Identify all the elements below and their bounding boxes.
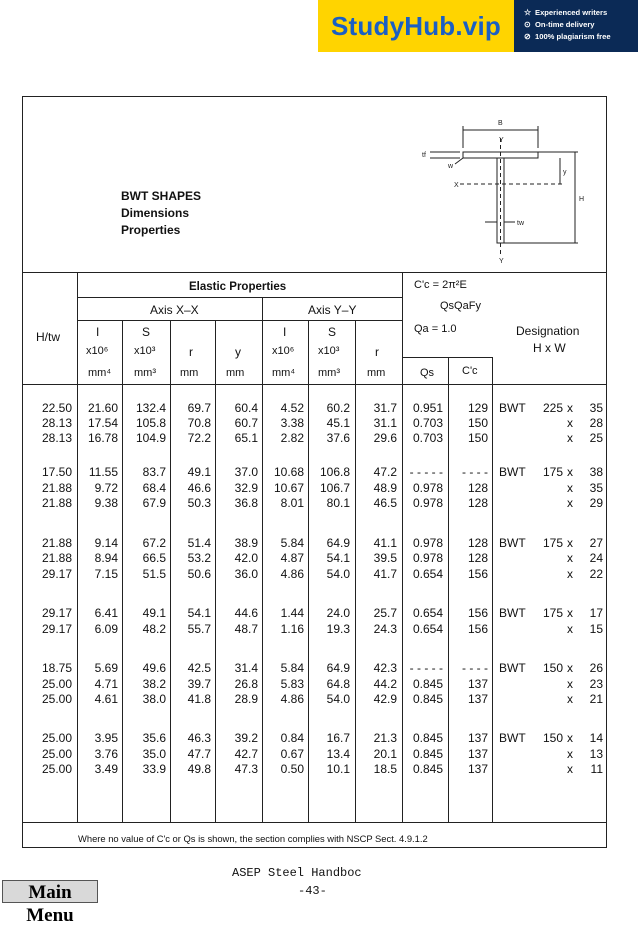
- cell-y: 65.1: [234, 431, 258, 445]
- cell-sx: 51.5: [142, 567, 166, 581]
- cell-sx: 83.7: [142, 465, 166, 479]
- cell-designation-x: x: [567, 731, 573, 745]
- cell-h-tw: 29.17: [41, 567, 72, 581]
- cell-ry: 48.9: [373, 481, 397, 495]
- iy-unit2: mm⁴: [272, 367, 296, 379]
- cell-sy: 60.2: [326, 401, 350, 415]
- col-rule: [215, 320, 216, 822]
- sx-unit2: mm³: [134, 367, 156, 379]
- cell-sx: 49.1: [142, 606, 166, 620]
- cell-ix: 3.95: [94, 731, 118, 745]
- cell-y: 60.7: [234, 416, 258, 430]
- cell-qs: 0.978: [412, 536, 443, 550]
- cell-sx: 67.9: [142, 496, 166, 510]
- cell-h-tw: 21.88: [41, 481, 72, 495]
- diagram-label-h: H: [579, 196, 585, 203]
- cell-cc: 129: [467, 401, 488, 415]
- cell-cc: 137: [467, 677, 488, 691]
- diagram-label-w: w: [448, 163, 454, 170]
- cell-rx: 70.8: [187, 416, 211, 430]
- cell-h-tw: 29.17: [41, 622, 72, 636]
- ry-header: r: [375, 345, 379, 359]
- cell-h-tw: 25.00: [41, 747, 72, 761]
- cell-designation-x: x: [567, 496, 573, 510]
- cell-designation-prefix: BWT: [499, 401, 526, 415]
- cell-rx: 53.2: [187, 551, 211, 565]
- cell-rx: 49.8: [187, 762, 211, 776]
- sy-header: S: [328, 325, 337, 339]
- cell-rx: 69.7: [187, 401, 211, 415]
- cell-sy: 64.9: [326, 661, 350, 675]
- cell-ry: 31.7: [373, 401, 397, 415]
- cell-designation-w: 25: [589, 431, 603, 445]
- cell-qs: 0.703: [412, 416, 443, 430]
- sy-unit2: mm³: [318, 367, 340, 379]
- diagram-label-y-top: Y: [499, 137, 504, 144]
- cell-ry: 42.9: [373, 692, 397, 706]
- cell-cc: 137: [467, 692, 488, 706]
- cell-designation-x: x: [567, 401, 573, 415]
- cell-qs: 0.654: [412, 606, 443, 620]
- cell-designation-h: 175: [542, 606, 563, 620]
- cell-cc: 128: [467, 481, 488, 495]
- cell-qs: 0.978: [412, 551, 443, 565]
- cell-designation-w: 27: [589, 536, 603, 550]
- rx-header: r: [189, 345, 193, 359]
- cell-designation-w: 38: [589, 465, 603, 479]
- cell-designation-x: x: [567, 762, 573, 776]
- cell-iy: 0.50: [280, 762, 304, 776]
- cell-qs: 0.978: [412, 496, 443, 510]
- cell-cc: - - - -: [462, 465, 488, 479]
- cell-ix: 6.09: [94, 622, 118, 636]
- cell-designation-prefix: BWT: [499, 661, 526, 675]
- cell-cc: 128: [467, 536, 488, 550]
- cell-ix: 3.76: [94, 747, 118, 761]
- cell-y: 60.4: [234, 401, 258, 415]
- cell-iy: 10.68: [273, 465, 304, 479]
- cell-rx: 41.8: [187, 692, 211, 706]
- cell-qs: - - - - -: [409, 661, 443, 675]
- cell-sy: 24.0: [326, 606, 350, 620]
- cell-ix: 6.41: [94, 606, 118, 620]
- diagram-label-y-dim: y: [563, 169, 567, 176]
- cell-rx: 47.7: [187, 747, 211, 761]
- elastic-properties-header: Elastic Properties: [189, 281, 287, 293]
- badge-icon: ⊘: [524, 31, 531, 41]
- cell-designation-x: x: [567, 551, 573, 565]
- cell-h-tw: 25.00: [41, 692, 72, 706]
- diagram-label-tw: tw: [517, 220, 524, 227]
- col-rule: [77, 272, 78, 822]
- cell-ix: 3.49: [94, 762, 118, 776]
- cell-cc: 137: [467, 747, 488, 761]
- cell-designation-h: 175: [542, 536, 563, 550]
- cell-sy: 80.1: [326, 496, 350, 510]
- cell-designation-x: x: [567, 622, 573, 636]
- cell-sy: 64.9: [326, 536, 350, 550]
- cell-qs: 0.703: [412, 431, 443, 445]
- cell-designation-w: 26: [589, 661, 603, 675]
- elastic-rule: [77, 297, 402, 298]
- cell-y: 42.0: [234, 551, 258, 565]
- cell-ix: 8.94: [94, 551, 118, 565]
- cell-sx: 132.4: [135, 401, 166, 415]
- cell-ry: 44.2: [373, 677, 397, 691]
- cell-ix: 11.55: [88, 465, 118, 479]
- designation-header: Designation: [516, 324, 580, 338]
- cell-designation-x: x: [567, 606, 573, 620]
- cell-rx: 46.3: [187, 731, 211, 745]
- cell-designation-h: 150: [542, 731, 563, 745]
- cell-rx: 42.5: [187, 661, 211, 675]
- cell-cc: 150: [467, 416, 488, 430]
- cell-designation-x: x: [567, 661, 573, 675]
- cell-y: 36.0: [234, 567, 258, 581]
- cell-ry: 41.7: [373, 567, 397, 581]
- cc-header: C'c: [462, 365, 478, 377]
- cell-designation-w: 13: [589, 747, 603, 761]
- cell-designation-x: x: [567, 481, 573, 495]
- perk-item: ⊙ On-time delivery: [524, 19, 595, 29]
- cell-cc: 128: [467, 551, 488, 565]
- cell-h-tw: 21.88: [41, 551, 72, 565]
- sy-unit: x10³: [318, 345, 340, 357]
- cell-designation-x: x: [567, 677, 573, 691]
- cell-iy: 4.86: [280, 567, 304, 581]
- cell-rx: 46.6: [187, 481, 211, 495]
- cell-qs: 0.845: [412, 731, 443, 745]
- cell-sy: 37.6: [326, 431, 350, 445]
- cell-rx: 49.1: [187, 465, 211, 479]
- y-header: y: [235, 345, 241, 359]
- cell-designation-h: 175: [542, 465, 563, 479]
- cell-ix: 17.54: [87, 416, 118, 430]
- diagram-label-tf: tf: [422, 152, 426, 159]
- qa-note: Qa = 1.0: [414, 323, 457, 335]
- cell-ry: 25.7: [373, 606, 397, 620]
- cell-designation-x: x: [567, 431, 573, 445]
- designation-subheader: H x W: [533, 341, 566, 355]
- cell-iy: 10.67: [273, 481, 304, 495]
- col-rule: [262, 297, 263, 822]
- cell-ry: 20.1: [373, 747, 397, 761]
- cell-ix: 4.71: [94, 677, 118, 691]
- cell-designation-h: 225: [542, 401, 563, 415]
- diagram-label-y-bottom: Y: [499, 258, 504, 265]
- col-rule: [308, 320, 309, 822]
- cell-iy: 3.38: [280, 416, 304, 430]
- cell-sx: 66.5: [142, 551, 166, 565]
- cell-h-tw: 25.00: [41, 731, 72, 745]
- cell-rx: 50.3: [187, 496, 211, 510]
- cell-designation-w: 35: [589, 401, 603, 415]
- col-rule: [402, 272, 403, 822]
- cell-designation-x: x: [567, 567, 573, 581]
- title-line-2: Dimensions: [121, 206, 190, 220]
- cell-h-tw: 25.00: [41, 677, 72, 691]
- studyhub-logo[interactable]: [318, 0, 514, 52]
- cell-sx: 38.2: [142, 677, 166, 691]
- cell-y: 39.2: [234, 731, 258, 745]
- table-bottom-rule: [22, 822, 607, 823]
- cell-qs: 0.654: [412, 622, 443, 636]
- cell-y: 44.6: [234, 606, 258, 620]
- cell-sx: 35.0: [142, 747, 166, 761]
- col-rule: [492, 357, 493, 822]
- cc-formula: C'c = 2π²E: [414, 279, 467, 291]
- cell-y: 38.9: [234, 536, 258, 550]
- cell-designation-w: 24: [589, 551, 603, 565]
- cell-designation-prefix: BWT: [499, 465, 526, 479]
- cell-iy: 8.01: [280, 496, 304, 510]
- cell-sx: 67.2: [142, 536, 166, 550]
- cell-qs: 0.654: [412, 567, 443, 581]
- perk-item: ⊘ 100% plagiarism free: [524, 31, 611, 41]
- cell-cc: 137: [467, 762, 488, 776]
- cell-ix: 9.72: [94, 481, 118, 495]
- cell-sy: 13.4: [326, 747, 350, 761]
- cell-y: 47.3: [234, 762, 258, 776]
- cell-ry: 41.1: [373, 536, 397, 550]
- sx-header: S: [142, 325, 151, 339]
- cell-ry: 46.5: [373, 496, 397, 510]
- cell-h-tw: 28.13: [41, 431, 72, 445]
- cell-iy: 4.87: [280, 551, 304, 565]
- cell-sx: 49.6: [142, 661, 166, 675]
- cell-designation-w: 22: [589, 567, 603, 581]
- cell-ix: 4.61: [94, 692, 118, 706]
- diagram-label-x: X: [454, 182, 459, 189]
- iy-header: I: [283, 325, 287, 339]
- cell-designation-w: 11: [590, 762, 603, 776]
- col-rule: [122, 320, 123, 822]
- cell-sy: 106.7: [319, 481, 350, 495]
- cell-designation-w: 28: [589, 416, 603, 430]
- cell-sx: 105.8: [135, 416, 166, 430]
- title-line-3: Properties: [121, 223, 181, 237]
- cell-y: 31.4: [234, 661, 258, 675]
- cell-ix: 7.15: [94, 567, 118, 581]
- ix-unit2: mm⁴: [88, 367, 112, 379]
- cell-designation-h: 150: [542, 661, 563, 675]
- cell-ry: 18.5: [373, 762, 397, 776]
- cell-designation-w: 21: [589, 692, 603, 706]
- page-number: -43-: [298, 884, 327, 898]
- cell-cc: 156: [467, 606, 488, 620]
- cc-denominator: QsQaFy: [440, 300, 481, 312]
- axis-rule: [77, 320, 402, 321]
- logo-text: StudyHub.vip: [331, 10, 501, 41]
- cell-y: 42.7: [234, 747, 258, 761]
- cell-ix: 16.78: [87, 431, 118, 445]
- cell-iy: 1.44: [280, 606, 304, 620]
- cell-rx: 54.1: [187, 606, 211, 620]
- cell-rx: 39.7: [187, 677, 211, 691]
- ix-unit: x10⁶: [86, 345, 109, 357]
- promo-banner[interactable]: [318, 0, 638, 52]
- h-tw-header: H/tw: [36, 330, 60, 344]
- cell-iy: 0.67: [280, 747, 304, 761]
- main-menu-button[interactable]: Main Menu: [2, 880, 98, 903]
- cell-qs: 0.951: [412, 401, 443, 415]
- cell-sy: 106.8: [319, 465, 350, 479]
- cell-iy: 0.84: [280, 731, 304, 745]
- bwt-section-diagram: [420, 112, 590, 267]
- cell-designation-w: 14: [589, 731, 603, 745]
- cell-ry: 21.3: [373, 731, 397, 745]
- header-bottom-rule: [22, 384, 607, 385]
- clock-icon: ⊙: [524, 19, 531, 29]
- cell-designation-x: x: [567, 416, 573, 430]
- cell-qs: 0.978: [412, 481, 443, 495]
- cell-h-tw: 25.00: [41, 762, 72, 776]
- cell-designation-w: 15: [589, 622, 603, 636]
- cell-rx: 51.4: [187, 536, 211, 550]
- cell-designation-prefix: BWT: [499, 536, 526, 550]
- cell-h-tw: 18.75: [41, 661, 72, 675]
- cell-rx: 72.2: [187, 431, 211, 445]
- perk-item: ☆ Experienced writers: [524, 7, 608, 17]
- cell-designation-prefix: BWT: [499, 731, 526, 745]
- cell-iy: 5.84: [280, 661, 304, 675]
- cell-h-tw: 21.88: [41, 496, 72, 510]
- cell-sy: 45.1: [326, 416, 350, 430]
- diagram-label-b: B: [498, 120, 503, 127]
- iy-unit: x10⁶: [272, 345, 295, 357]
- cell-ix: 5.69: [94, 661, 118, 675]
- cell-ix: 21.60: [87, 401, 118, 415]
- perks-list: [524, 6, 636, 42]
- cell-iy: 2.82: [280, 431, 304, 445]
- cell-sy: 10.1: [326, 762, 350, 776]
- cell-cc: - - - -: [462, 661, 488, 675]
- cell-h-tw: 22.50: [41, 401, 72, 415]
- cell-sx: 33.9: [142, 762, 166, 776]
- cell-y: 26.8: [234, 677, 258, 691]
- cell-iy: 1.16: [280, 622, 304, 636]
- cell-designation-prefix: BWT: [499, 606, 526, 620]
- cell-sy: 64.8: [326, 677, 350, 691]
- cell-designation-x: x: [567, 692, 573, 706]
- cell-cc: 128: [467, 496, 488, 510]
- star-icon: ☆: [524, 7, 532, 17]
- ry-unit: mm: [367, 367, 386, 379]
- cell-qs: 0.845: [412, 692, 443, 706]
- cell-qs: 0.845: [412, 762, 443, 776]
- cell-ix: 9.14: [94, 536, 118, 550]
- cell-iy: 5.83: [280, 677, 304, 691]
- cell-sx: 104.9: [135, 431, 166, 445]
- cell-cc: 150: [467, 431, 488, 445]
- col-rule: [170, 320, 171, 822]
- footnote: Where no value of C'c or Qs is shown, the section complies with NSCP Sect. 4.9.1.2: [78, 833, 428, 844]
- cell-iy: 4.86: [280, 692, 304, 706]
- cell-h-tw: 29.17: [41, 606, 72, 620]
- cell-designation-w: 17: [589, 606, 603, 620]
- cell-ry: 39.5: [373, 551, 397, 565]
- col-rule: [448, 357, 449, 822]
- axis-xx-header: Axis X–X: [150, 303, 199, 317]
- axis-yy-header: Axis Y–Y: [308, 303, 357, 317]
- cell-ry: 24.3: [373, 622, 397, 636]
- cell-cc: 137: [467, 731, 488, 745]
- cell-ry: 31.1: [373, 416, 397, 430]
- cell-cc: 156: [467, 622, 488, 636]
- cell-qs: 0.845: [412, 677, 443, 691]
- cell-y: 48.7: [234, 622, 258, 636]
- cell-ry: 29.6: [373, 431, 397, 445]
- cell-sy: 54.0: [326, 692, 350, 706]
- cell-h-tw: 28.13: [41, 416, 72, 430]
- title-line-1: BWT SHAPES: [121, 189, 202, 203]
- cell-sx: 48.2: [142, 622, 166, 636]
- rx-unit: mm: [180, 367, 199, 379]
- cell-h-tw: 21.88: [41, 536, 72, 550]
- cell-iy: 5.84: [280, 536, 304, 550]
- cell-y: 28.9: [234, 692, 258, 706]
- cell-cc: 156: [467, 567, 488, 581]
- cell-sy: 16.7: [326, 731, 350, 745]
- cell-y: 32.9: [234, 481, 258, 495]
- cell-designation-x: x: [567, 536, 573, 550]
- cell-y: 36.8: [234, 496, 258, 510]
- cell-rx: 50.6: [187, 567, 211, 581]
- sx-unit: x10³: [134, 345, 156, 357]
- cell-h-tw: 17.50: [41, 465, 72, 479]
- cell-qs: - - - - -: [409, 465, 443, 479]
- y-unit: mm: [226, 367, 245, 379]
- cell-sy: 54.0: [326, 567, 350, 581]
- cell-y: 37.0: [234, 465, 258, 479]
- cell-designation-w: 29: [589, 496, 603, 510]
- table-top-rule: [22, 272, 607, 273]
- cell-designation-w: 35: [589, 481, 603, 495]
- cell-designation-x: x: [567, 465, 573, 479]
- cell-iy: 4.52: [280, 401, 304, 415]
- handbook-title: ASEP Steel Handboc: [232, 866, 362, 880]
- cell-sy: 54.1: [326, 551, 350, 565]
- cell-designation-x: x: [567, 747, 573, 761]
- cell-ix: 9.38: [94, 496, 118, 510]
- cell-sy: 19.3: [326, 622, 350, 636]
- cell-sx: 35.6: [142, 731, 166, 745]
- col-rule: [355, 320, 356, 822]
- qs-header: Qs: [420, 367, 435, 379]
- cell-sx: 38.0: [142, 692, 166, 706]
- cell-ry: 47.2: [373, 465, 397, 479]
- ix-header: I: [96, 325, 100, 339]
- cell-rx: 55.7: [187, 622, 211, 636]
- qs-cc-rule: [402, 357, 492, 358]
- cell-ry: 42.3: [373, 661, 397, 675]
- cell-qs: 0.845: [412, 747, 443, 761]
- cell-designation-w: 23: [589, 677, 603, 691]
- cell-sx: 68.4: [142, 481, 166, 495]
